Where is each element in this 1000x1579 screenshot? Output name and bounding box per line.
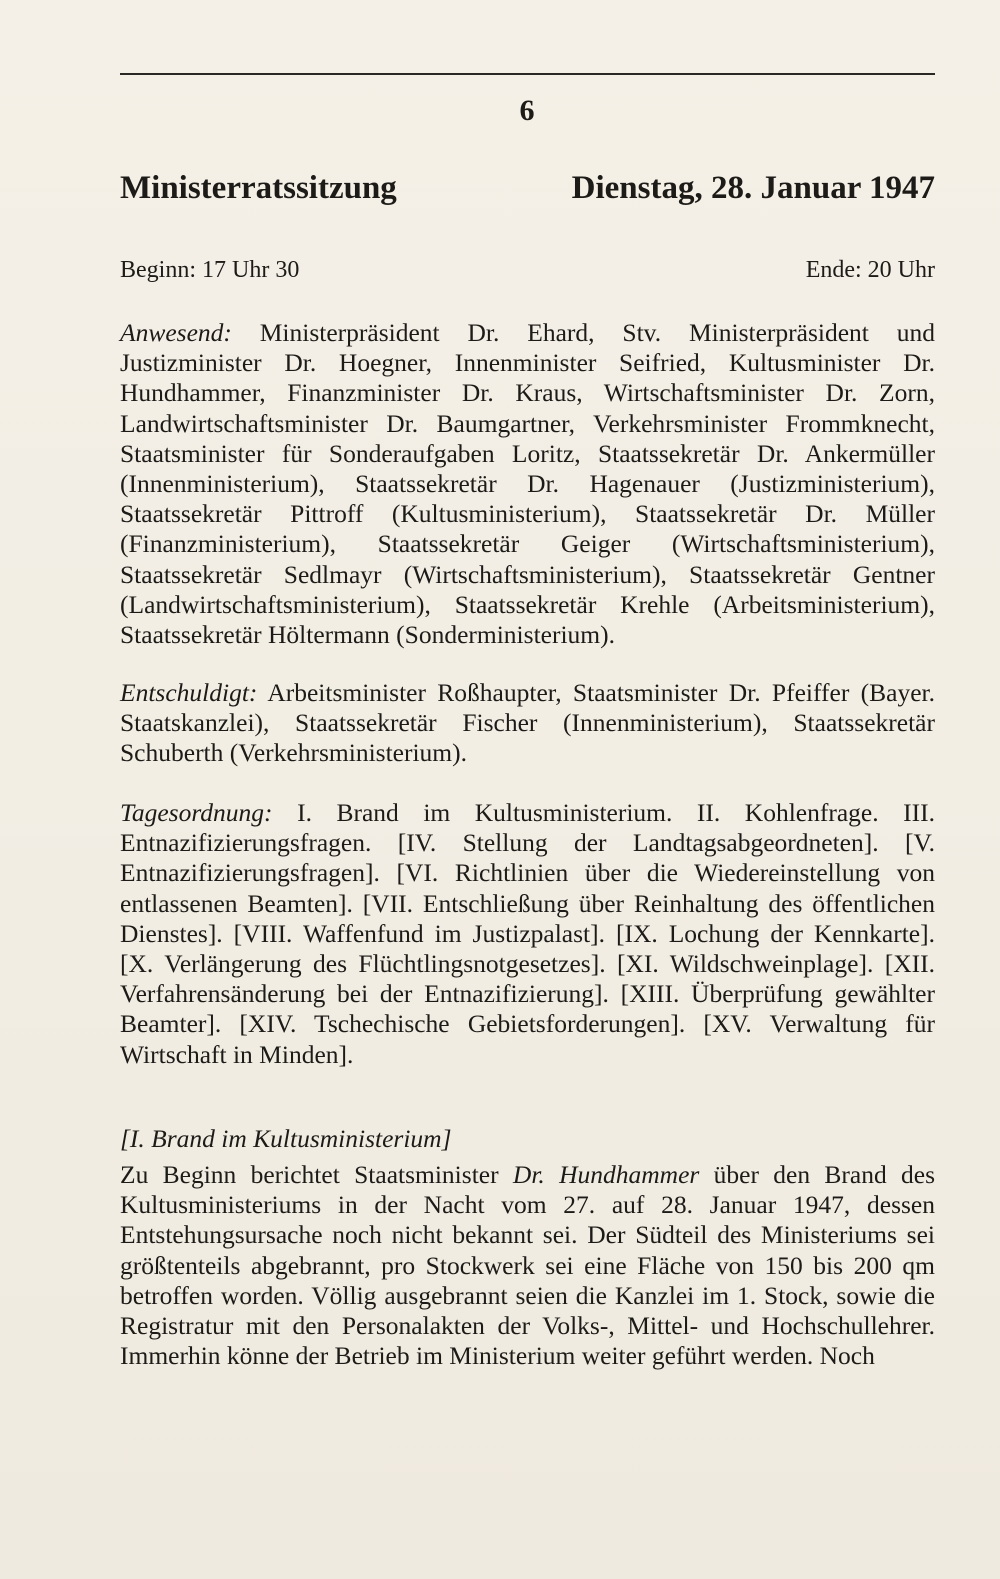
agenda-label: Tagesordnung:	[120, 798, 273, 827]
begin-time: Beginn: 17 Uhr 30	[120, 257, 300, 283]
agenda-text: I. Brand im Kultusministerium. II. Kohlenfrage. III. Entnazifizierungsfragen. [IV. Stellung der Landtagsabgeordneten]. [V. Entnazifizierungsfragen]. [VI. Richtlinien über die Wiedereinstellung von entlassenen Beamten]. [VII. Entschließung über Reinhaltung des öffentlichen Dienstes]. [VIII. Waffenfund im Justizpalast]. [IX. Lochung der Kennkarte]. [X. Verlängerung des Flüchtlingsnotgesetzes]. [XI. Wildschweinplage]. [XII. Verfahrensänderung bei der Entnazifizierung]. [XIII. Überprüfung gewählter Beamter]. [XIV. Tschechische Gebietsforderungen]. [XV. Verwaltung für Wirtschaft in Minden].	[120, 798, 935, 1069]
session-times	[120, 258, 935, 286]
speaker-name: Dr. Hundhammer	[512, 1160, 700, 1189]
page-number: 6	[519, 94, 535, 127]
section-text: über den Brand des Kultusministeriums in der Nacht vom 27. auf 28. Januar 1947, dessen Entstehungsursache noch nicht bekannt sei. Der Südteil des Ministeriums sei größtenteils abgebrannt, pro Stockwerk sei eine Fläche von 150 bis 200 qm betroffen worden. Völlig ausgebrannt seien die Kanzlei im 1. Stock, sowie die Registratur mit den Personalakten der Volks-, Mittel- und Hochschullehrer. Immerhin könne der Betrieb im Ministerium weiter geführt werden. Noch	[120, 1160, 936, 1371]
excused-label: Entschuldigt:	[120, 678, 258, 707]
agenda-paragraph	[120, 798, 935, 1070]
section-intro: Zu Beginn berichtet Staatsminister	[120, 1160, 513, 1189]
excused-text: Arbeitsminister Roßhaupter, Staatsminister Dr. Pfeiffer (Bayer. Staatskanzlei), Staatssekretär Fischer (Innenministerium), Staatssekretär Schuberth (Verkehrsministerium).	[120, 678, 935, 768]
session-date: Dienstag, 28. Januar 1947	[571, 170, 935, 206]
session-title: Ministerratssitzung	[120, 170, 397, 206]
excused-paragraph	[120, 678, 935, 769]
attendees-paragraph	[120, 318, 935, 650]
header-rule	[120, 73, 935, 75]
section-body	[120, 1160, 935, 1371]
attendees-text: Ministerpräsident Dr. Ehard, Stv. Ministerpräsident und Justizminister Dr. Hoegner, Innenminister Seifried, Kultusminister Dr. Hundhammer, Finanzminister Dr. Kraus, Wirtschaftsminister Dr. Zorn, Landwirtschaftsminister Dr. Baumgartner, Verkehrsminister Frommknecht, Staatsminister für Sonderaufgaben Loritz, Staatssekretär Dr. Ankermüller (Innenministerium), Staatssekretär Dr. Hagenauer (Justizministerium), Staatssekretär Pittroff (Kultusministerium), Staatssekretär Dr. Müller (Finanzministerium), Staatssekretär Geiger (Wirtschaftsministerium), Staatssekretär Sedlmayr (Wirtschaftsministerium), Staatssekretär Gentner (Landwirtschaftsministerium), Staatssekretär Krehle (Arbeitsministerium), Staatssekretär Höltermann (Sonderministerium).	[120, 318, 935, 650]
session-heading	[120, 172, 935, 212]
attendees-label: Anwesend:	[120, 318, 232, 347]
section-heading: [I. Brand im Kultusministerium]	[120, 1124, 452, 1153]
end-time: Ende: 20 Uhr	[805, 257, 935, 283]
